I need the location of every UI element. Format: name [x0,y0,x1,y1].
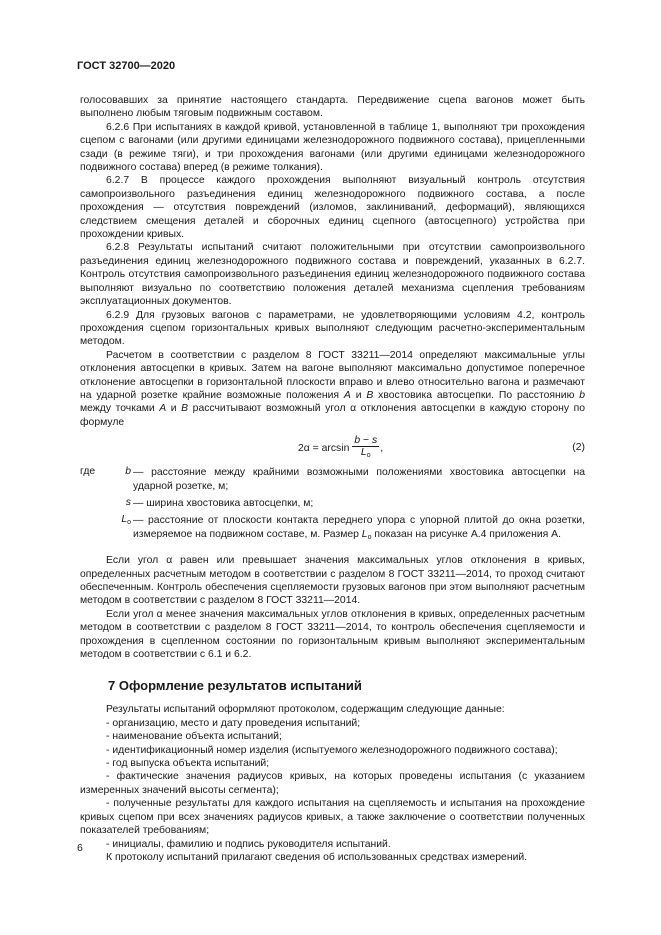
doc-header: ГОСТ 32700—2020 [77,60,176,72]
paragraph-calculation: Расчетом в соответствии с разделом 8 ГОСТ 33211—2014 определяют максимальные углы отклонения автосцепки в кривых. Затем на вагоне выполняют максимально допустимое поперечное отклонение автосцепки в горизонтальной плоскости вправо и влево относительно вагона и размечают на ударной розетке крайние возможные положения А и В хвостовика автосцепки. По расстоянию b между точками А и В рассчитывают возможный угол α отклонения автосцепки в каждую сторону по формуле [80,349,586,428]
formula-tail: , [380,442,384,454]
where-item-s: s — ширина хвостовика автосцепки, м; [125,496,314,509]
list-item: - полученные результаты для каждого испытания на сцепляемость и испытания на прохождение кривых сцепом при всех значениях радиусов кривых, а также заключение о соответствии полученных показателей требованиям; [80,798,585,837]
formula-numerator: b − s [354,435,378,447]
formula-fraction [352,435,379,461]
formula-denominator: $L_o$ [360,447,371,460]
section-7-closing: К протоколу испытаний прилагают сведения об использованных средствах измерений. [106,851,528,863]
section-7-title: 7 Оформление результатов испытаний [108,678,362,694]
list-item: - инициалы, фамилию и подпись руководителя испытаний. [106,838,391,850]
where-label: где [80,466,96,478]
paragraph-alpha-less: Если угол α менее значения максимальных углов отклонения в кривых, определенных расчетным методом в соответствии с разделом 8 ГОСТ 33211—2014, то контроль обеспечения сцепляемости и прохождения в сцепленном состоянии по горизонтальным кривым выполняют экспериментальным методом в соответствии с 6.1 и 6.2. [80,608,585,661]
where-list [80,466,585,544]
paragraph-alpha-exceeds: Если угол α равен или превышает значения максимальных углов отклонения в кривых, определенных расчетным методом в соответствии с разделом 8 ГОСТ 33211—2014, то проход считают обеспеченным. Контроль обеспечения сцепляемости грузовых вагонов при этом выполняют расчетным методом в соответствии с разделом 8 ГОСТ 33211—2014. [80,555,585,607]
where-item-b: где b — расстояние между крайними возможными положениями хвостовика автосцепки на ударной розетке, м; [80,466,585,492]
list-item: - фактические значения радиусов кривых, на которых проведены испытания (с указанием измеренных значений высоты сегмента); [80,771,585,796]
paragraph-continued: голосовавших за принятие настоящего стандарта. Передвижение сцепа вагонов может быть выполнено любым тяговым подвижным составом. [80,95,585,120]
page-content [80,94,585,864]
section-7-intro: Результаты испытаний оформляют протоколом, содержащим следующие данные: [106,704,505,716]
formula-lhs: 2α = arcsin [298,442,350,454]
list-item: - организацию, место и дату проведения испытаний; [106,717,361,729]
page-number: 6 [77,843,83,854]
list-item: - идентификационный номер изделия (испытуемого железнодорожного подвижного состава); [106,744,558,756]
formula-expression [298,435,383,461]
where-item-lo: $L_o$ — расстояние от плоскости контакта переднего упора с упорной плитой до окна розетки, измеряемое на подвижном составе, м. Размер $L_o$ показан на рисунке А.4 приложения А. [121,514,585,541]
formula-number: (2) [572,442,585,454]
paragraph-6-2-9: 6.2.9 Для грузовых вагонов с параметрами, не удовлетворяющими условиям 4.2, контроль прохождения сцепом горизонтальных кривых выполняют следующим расчетно-экспериментальным методом. [80,309,585,348]
list-item: - наименование объекта испытаний; [106,731,282,743]
paragraph-6-2-6: 6.2.6 При испытаниях в каждой кривой, установленной в таблице 1, выполняют три прохождения сцепом с вагонами (или другими единицами железнодорожного подвижного состава), прицепленными сзади (в режиме тяги), и три прохождения вагонами (или другими единицами железнодорожного подвижного состава) вперед (в режиме толкания). [80,121,585,174]
paragraph-6-2-8: 6.2.8 Результаты испытаний считают положительными при отсутствии самопроизвольного разъединения единиц железнодорожного подвижного состава и повреждений, указанных в 6.2.7. Контроль отсутствия самопроизвольного разъединения единиц железнодорожного подвижного состава выполняют визуально по соответствию положения деталей механизма сцепления требованиям эксплуатационных документов. [80,242,585,308]
formula-2 [80,435,585,461]
list-item: - год выпуска объекта испытаний; [106,758,270,770]
paragraph-6-2-7: 6.2.7 В процессе каждого прохождения выполняют визуальный контроль отсутствия самопроизвольного разъединения единиц железнодорожного подвижного состава, а после прохождения — отсутствия повреждений (изломов, заклиниваний, деформаций), являющихся следствием смещения деталей и сборочных единиц сцепного (автосцепного) устройства при прохождении кривых. [80,175,585,241]
